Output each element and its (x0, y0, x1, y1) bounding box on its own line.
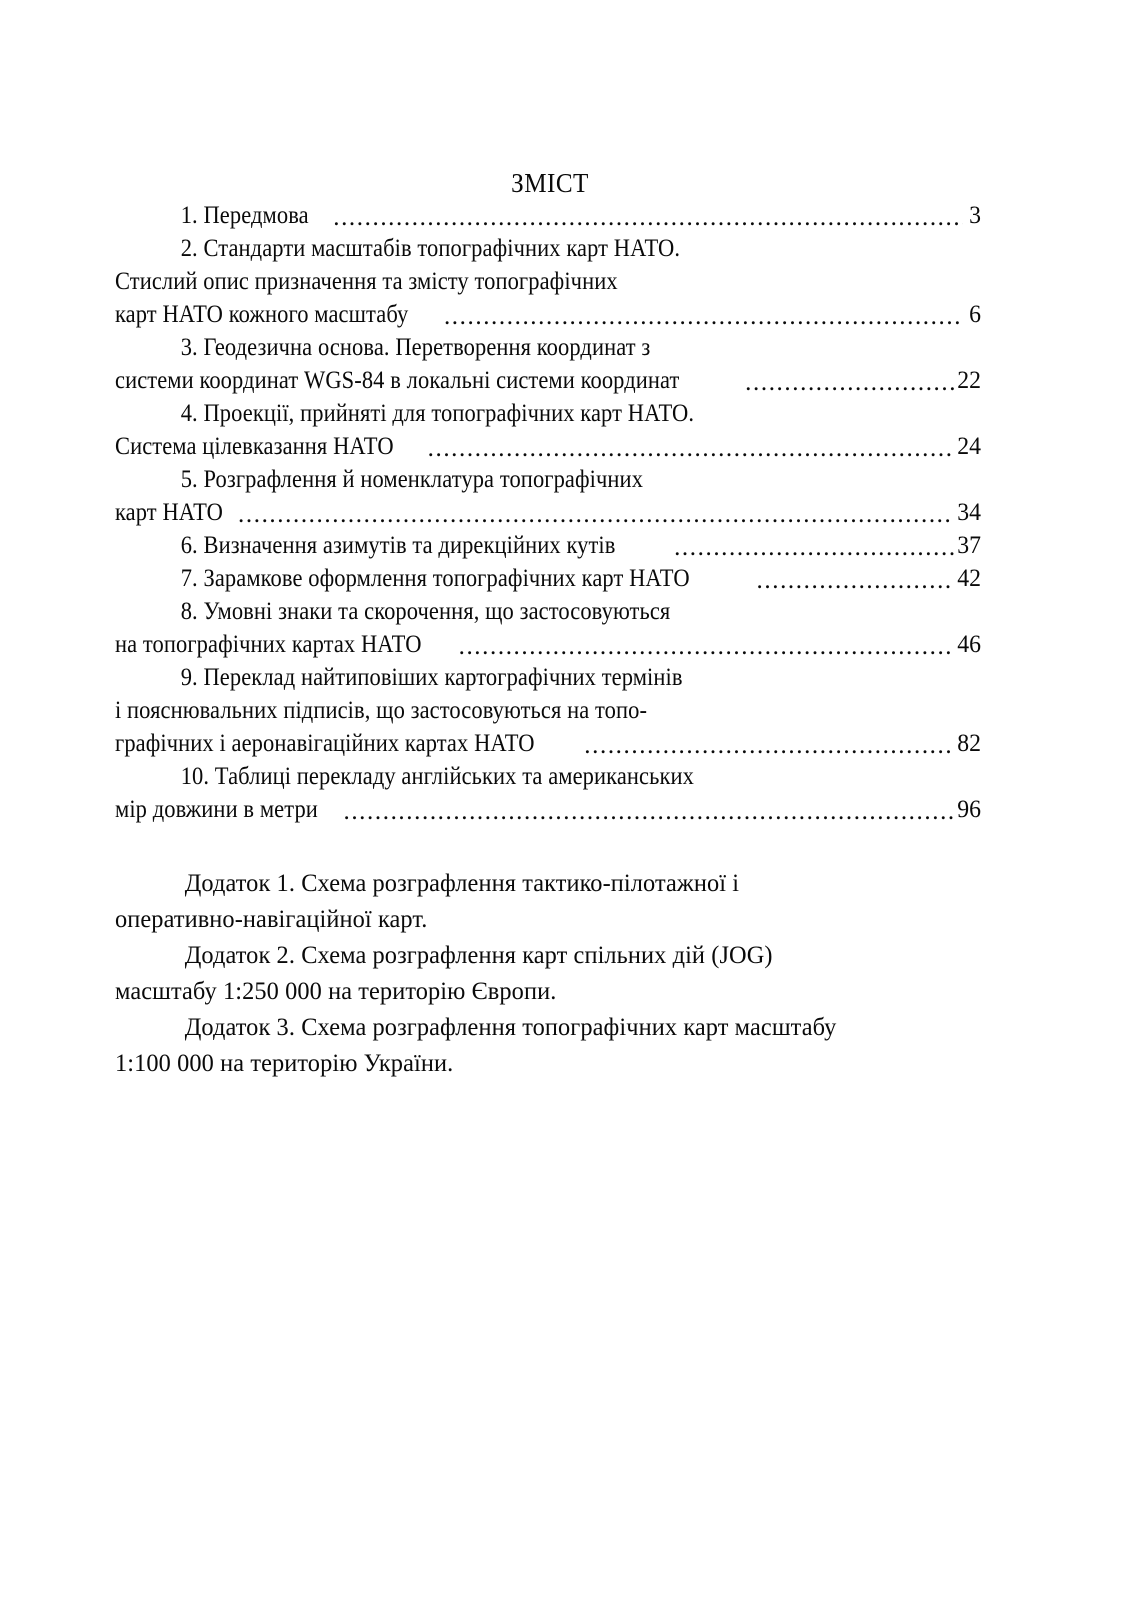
appendix-entry-text: Додаток 1. Схема розграфлення тактико-пілотажної і (184, 868, 740, 897)
appendix-entry-line (115, 970, 995, 1006)
appendix-entry-line (115, 862, 995, 898)
appendix-entry-text: 1:100 000 на територію України. (115, 1048, 454, 1077)
toc-entry-text: 9. Переклад найтиповіших картографічних термінів (180, 664, 683, 691)
appendix-entry-line (115, 934, 995, 970)
toc-entry[interactable] (115, 231, 981, 330)
toc-entry-text: Стислий опис призначення та змісту топографічних (115, 268, 618, 295)
toc-page-number: 34 (957, 499, 981, 526)
toc-page-number: 82 (957, 730, 981, 757)
appendix-entry-line (115, 1006, 995, 1042)
toc-entry-line (115, 561, 981, 594)
dot-leader (238, 502, 954, 528)
appendix-entry-line (115, 1042, 995, 1078)
appendix-entry-line (115, 898, 995, 934)
toc-entry[interactable] (115, 330, 981, 396)
toc-entry-line (115, 462, 981, 495)
toc-entry-text: мір довжини в метри (115, 796, 318, 823)
toc-page-number: 46 (957, 631, 981, 658)
toc-entry-text: 5. Розграфлення й номенклатура топографічних (180, 466, 644, 493)
appendix-entry-text: Додаток 3. Схема розграфлення топографічних карт масштабу (184, 1012, 837, 1041)
toc-entry-line (115, 198, 981, 231)
toc-entry-line (115, 396, 981, 429)
toc-entry-line (115, 594, 981, 627)
page-title: ЗМІСТ (511, 168, 589, 198)
toc-entry-line (115, 330, 981, 363)
dot-leader (333, 205, 963, 231)
appendix-entry-text: Додаток 2. Схема розграфлення карт спільних дій (JOG) (184, 940, 773, 969)
toc-entry[interactable] (115, 759, 981, 825)
toc-entry[interactable] (115, 396, 981, 462)
toc-entry-text: 8. Умовні знаки та скорочення, що застосовуються (180, 598, 671, 625)
toc-entry-line (115, 429, 981, 462)
toc-entry-line (115, 231, 981, 264)
toc-entry-line (115, 792, 981, 825)
toc-entry-text: 2. Стандарти масштабів топографічних карт НАТО. (180, 235, 681, 262)
toc-entry-line (115, 495, 981, 528)
toc-entry-line (115, 627, 981, 660)
toc-entry[interactable] (115, 561, 981, 594)
toc-page-number: 24 (957, 433, 981, 460)
toc-entry-text: 7. Зарамкове оформлення топографічних карт НАТО (180, 565, 690, 592)
toc-entry-text: 1. Передмова (180, 202, 309, 229)
toc-entry-text: 6. Визначення азимутів та дирекційних кутів (180, 532, 616, 559)
toc-page-number: 42 (957, 565, 981, 592)
toc-page-number: 96 (957, 796, 981, 823)
toc-entry-text: карт НАТО (115, 499, 224, 526)
toc-entry-text: системи координат WGS-84 в локальні системи координат (115, 367, 680, 394)
toc-entry-line (115, 528, 981, 561)
dot-leader (584, 733, 954, 759)
appendix-entry[interactable] (115, 862, 995, 934)
toc-entry-line (115, 759, 981, 792)
toc-entry-line (115, 297, 981, 330)
toc-entry-line (115, 726, 981, 759)
toc-entry-text: і пояснювальних підписів, що застосовуються на топо- (115, 697, 648, 724)
toc-entry-text: 4. Проекції, прийняті для топографічних карт НАТО. (180, 400, 695, 427)
toc-entry-line (115, 363, 981, 396)
toc-page-number: 37 (957, 532, 981, 559)
toc-entry-line (115, 264, 981, 297)
dot-leader (674, 535, 954, 561)
table-of-contents (115, 198, 981, 825)
dot-leader (343, 799, 954, 825)
toc-entry-text: графічних і аеронавігаційних картах НАТО (115, 730, 535, 757)
toc-entry-text: 3. Геодезична основа. Перетворення координат з (180, 334, 651, 361)
dot-leader (459, 634, 954, 660)
dot-leader (757, 568, 954, 594)
appendix-entry-text: масштабу 1:250 000 на територію Європи. (115, 976, 557, 1005)
dot-leader (444, 304, 963, 330)
toc-entry-line (115, 693, 981, 726)
appendix-entry[interactable] (115, 1006, 995, 1078)
appendix-entry[interactable] (115, 934, 995, 1006)
toc-entry[interactable] (115, 528, 981, 561)
appendix-list (115, 862, 995, 1078)
toc-page-number: 3 (969, 202, 981, 229)
toc-entry-line (115, 660, 981, 693)
appendix-entry-text: оперативно-навігаційної карт. (115, 904, 428, 933)
toc-entry[interactable] (115, 660, 981, 759)
toc-page-number: 6 (969, 301, 981, 328)
dot-leader (745, 370, 954, 396)
dot-leader (428, 436, 954, 462)
toc-entry[interactable] (115, 462, 981, 528)
toc-entry[interactable] (115, 198, 981, 231)
toc-entry[interactable] (115, 594, 981, 660)
toc-entry-text: 10. Таблиці перекладу англійських та американських (180, 763, 694, 790)
toc-entry-text: на топографічних картах НАТО (115, 631, 422, 658)
toc-entry-text: карт НАТО кожного масштабу (115, 301, 409, 328)
toc-page-number: 22 (957, 367, 981, 394)
toc-entry-text: Система цілевказання НАТО (115, 433, 394, 460)
